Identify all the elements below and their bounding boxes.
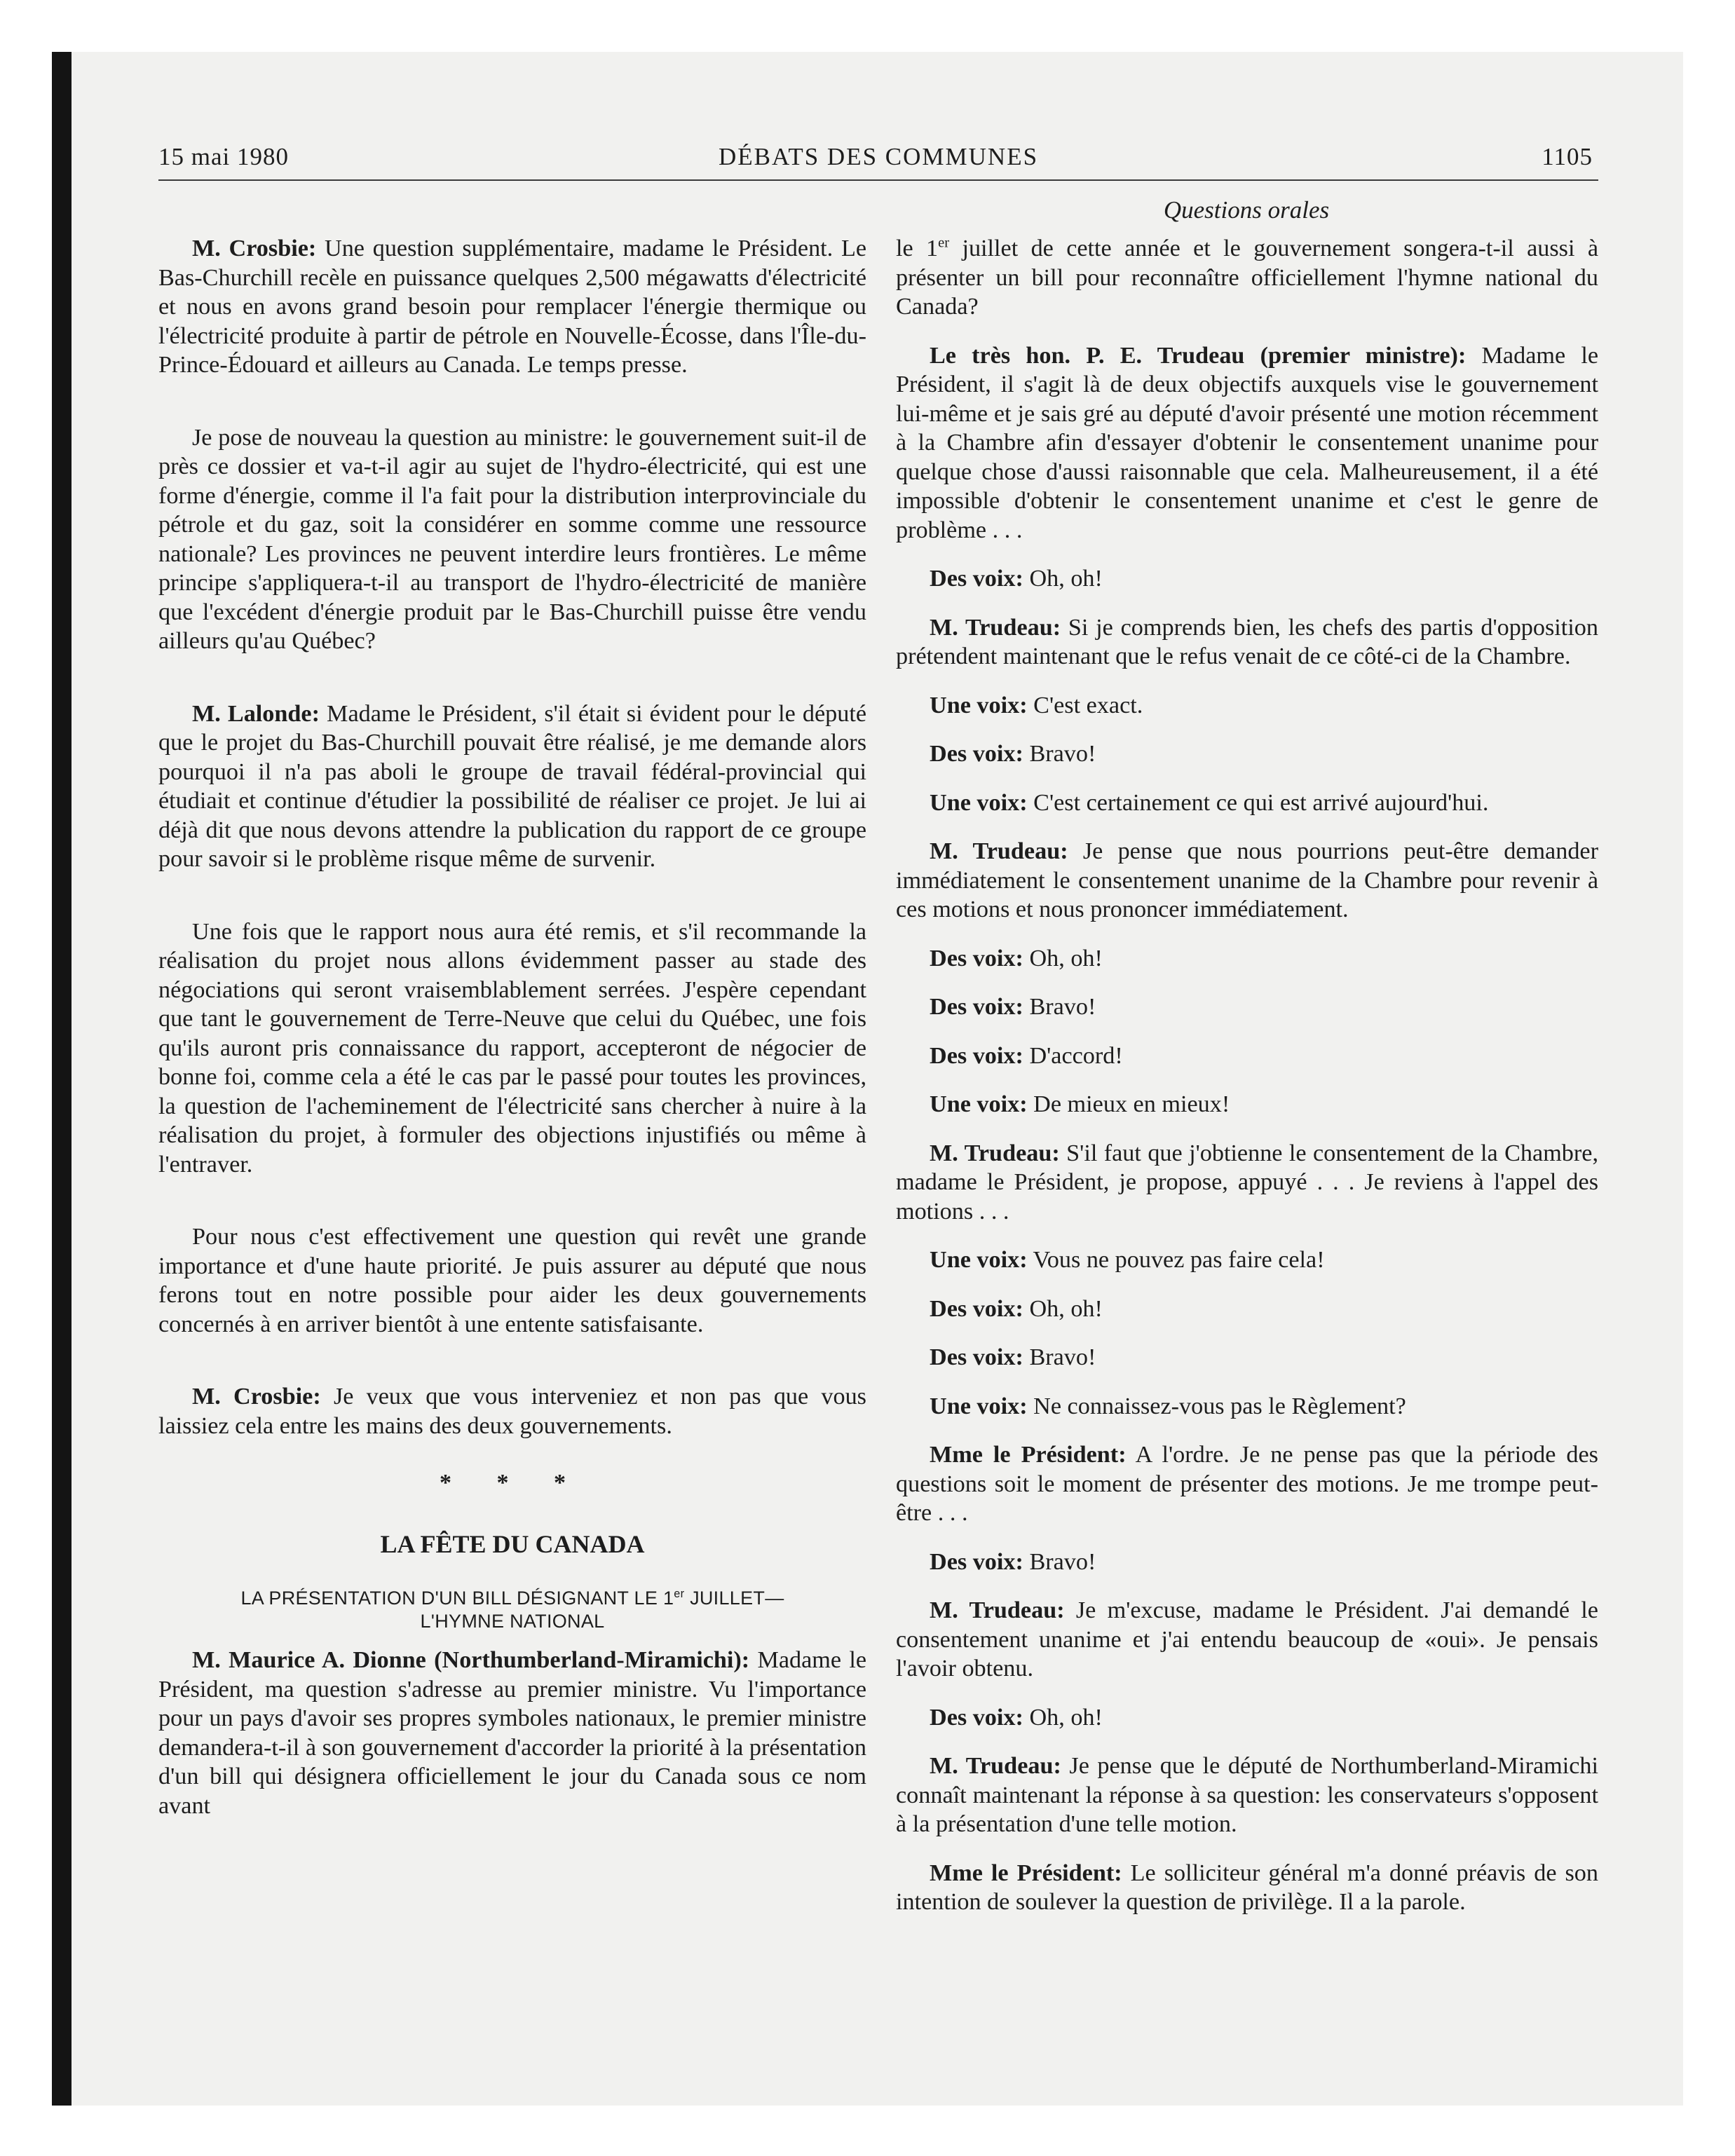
paragraph	[158, 234, 866, 380]
speaker: Des voix:	[930, 741, 1023, 767]
speech-text: D'accord!	[1023, 1042, 1123, 1069]
paragraph	[896, 564, 1598, 594]
paragraph	[896, 789, 1598, 818]
paragraph	[896, 1139, 1598, 1227]
paragraph	[896, 1343, 1598, 1372]
speech-text: C'est exact.	[1027, 692, 1143, 718]
speaker: Une voix:	[930, 789, 1028, 816]
right-column	[896, 234, 1598, 1917]
paragraph	[158, 1382, 866, 1440]
speaker: Mme le Président:	[930, 1442, 1127, 1468]
speech-text: Madame le Président, il s'agit là de deux objectifs auxquels vise le gouvernement lui-même et je sais gré au député d'avoir présenté une motion récemment à la Chambre afin d'essayer d'obtenir le consentement unanime pour quelque chose d'aussi raisonnable que cela. Malheureusement, il a été impossible d'obtenir le consentement unanime et c'est le genre de problème . . .	[896, 342, 1598, 543]
speech-text: Bravo!	[1023, 994, 1096, 1020]
speaker: M. Trudeau:	[930, 614, 1061, 641]
speaker: Des voix:	[930, 566, 1023, 592]
subheading-text: L'HYMNE NATIONAL	[420, 1611, 605, 1632]
speaker: Des voix:	[930, 994, 1023, 1020]
speech-text: C'est certainement ce qui est arrivé aujourd'hui.	[1027, 789, 1489, 816]
left-column	[158, 234, 866, 1820]
speaker: Des voix:	[930, 1548, 1023, 1575]
speech-text: Le solliciteur général m'a donné préavis de son intention de soulever la question de privilège. Il a la parole.	[896, 1860, 1598, 1915]
header-title: DÉBATS DES COMMUNES	[718, 143, 1039, 170]
speech-text: Oh, oh!	[1023, 566, 1103, 592]
paragraph	[896, 341, 1598, 545]
speech-text: Madame le Président, ma question s'adresse au premier ministre. Vu l'importance pour un pays d'avoir ses propres symboles nationaux, le premier ministre demandera-t-il à son gouvernement d'accorder la priorité à la présentation d'un bill qui désignera officiellement le jour du Canada sous ce nom avant	[158, 1647, 867, 1819]
paragraph	[896, 944, 1598, 974]
speaker: M. Crosbie:	[192, 1384, 321, 1410]
running-head: Questions orales	[1163, 196, 1330, 224]
page-header	[158, 143, 1598, 181]
paragraph	[896, 1246, 1598, 1275]
paragraph	[896, 1295, 1598, 1324]
speech-text: Ne connaissez-vous pas le Règlement?	[1027, 1393, 1406, 1419]
speech-text: juillet de cette année et le gouvernement songera-t-il aussi à présenter un bill pour reconnaître officiellement l'hymne national du Canada?	[896, 236, 1598, 320]
speaker: Une voix:	[930, 1091, 1028, 1117]
speaker: M. Maurice A. Dionne (Northumberland-Miramichi):	[192, 1647, 750, 1673]
speaker: Des voix:	[930, 945, 1023, 971]
speech-text: Je pense que nous pourrions peut-être demander immédiatement le consentement unanime de la Chambre pour revenir à ces motions et nous prononcer immédiatement.	[896, 838, 1598, 922]
paragraph	[896, 739, 1598, 769]
paragraph	[896, 837, 1598, 925]
speech-text: le 1	[896, 236, 939, 261]
paragraph	[896, 613, 1598, 671]
speaker: M. Lalonde:	[192, 700, 320, 727]
speaker: Des voix:	[930, 1704, 1023, 1731]
speaker: M. Trudeau:	[930, 1140, 1060, 1166]
paragraph	[896, 1440, 1598, 1528]
section-subheading	[158, 1587, 866, 1633]
speaker: M. Trudeau:	[930, 1753, 1061, 1779]
speech-text: Bravo!	[1023, 1548, 1096, 1575]
speech-text: Oh, oh!	[1023, 1295, 1103, 1322]
speech-text: S'il faut que j'obtienne le consentement de la Chambre, madame le Président, je propose, appuyé . . . Je reviens à l'appel des motions . . .	[896, 1140, 1598, 1224]
section-separator: * * *	[440, 1470, 585, 1496]
paragraph	[896, 992, 1598, 1022]
paragraph	[896, 1752, 1598, 1839]
speaker: M. Trudeau:	[930, 838, 1068, 864]
paragraph	[896, 1859, 1598, 1917]
paragraph	[896, 1392, 1598, 1421]
superscript: er	[674, 1588, 685, 1600]
header-date: 15 mai 1980	[158, 143, 289, 170]
subheading-text: JUILLET—	[684, 1588, 784, 1609]
speaker: Des voix:	[930, 1295, 1023, 1322]
speaker: M. Crosbie:	[192, 236, 317, 261]
speaker: Le très hon. P. E. Trudeau (premier ministre):	[930, 342, 1467, 369]
speech-text: Bravo!	[1023, 1344, 1096, 1370]
speech-text: Je m'excuse, madame le Président. J'ai demandé le consentement unanime et j'ai entendu beaucoup de «oui». Je pensais l'avoir obtenu.	[896, 1597, 1598, 1681]
paragraph	[896, 1548, 1598, 1577]
paragraph	[896, 1090, 1598, 1119]
speaker: Une voix:	[930, 692, 1028, 718]
speech-text: Je pense que le député de Northumberland-Miramichi connaît maintenant la réponse à sa question: les conservateurs s'opposent à la présentation d'une telle motion.	[896, 1753, 1598, 1837]
speaker: Mme le Président:	[930, 1860, 1122, 1886]
speech-text: Madame le Président, s'il était si évident pour le député que le projet du Bas-Churchill pouvait être réalisé, je me demande alors pourquoi il n'a pas aboli le groupe de travail fédéral-provincial qui étudiait et continue d'étudier la possibilité de réaliser ce projet. Je lui ai déjà dit que nous devons attendre la publication du rapport de ce groupe pour savoir si le problème risque même de survenir.	[158, 700, 866, 872]
speech-text: De mieux en mieux!	[1027, 1091, 1230, 1117]
speech-text: Vous ne pouvez pas faire cela!	[1027, 1247, 1325, 1273]
speech-text: Oh, oh!	[1023, 1704, 1103, 1731]
section-heading: LA FÊTE DU CANADA	[380, 1529, 645, 1558]
superscript: er	[938, 235, 950, 251]
speaker: Une voix:	[930, 1393, 1028, 1419]
speech-text: A l'ordre. Je ne pense pas que la période des questions soit le moment de présenter des motions. Je me trompe peut-être . . .	[896, 1442, 1598, 1526]
subheading-text: LA PRÉSENTATION D'UN BILL DÉSIGNANT LE 1	[240, 1588, 674, 1609]
paragraph: Pour nous c'est effectivement une question qui revêt une grande importance et d'une haute priorité. Je puis assurer au député que nous ferons tout en notre possible pour aider les deux gouvernements concernés à en arriver bientôt à une entente satisfaisante.	[158, 1224, 866, 1337]
speech-text: Oh, oh!	[1023, 945, 1103, 971]
paragraph: Une fois que le rapport nous aura été remis, et s'il recommande la réalisation du projet nous allons évidemment passer au stade des négociations qui seront vraisemblablement serrées. J'espère cependant que tant le gouvernement de Terre-Neuve que celui du Québec, une fois qu'ils auront pris connaissance du rapport, accepteront de négocier de bonne foi, comme cela a été le cas par le passé pour toutes les provinces, la question de l'acheminement de l'électricité sans chercher à nuire à la réalisation du projet, à formuler des objections injustifiés ou même à l'entraver.	[158, 918, 866, 1178]
speech-text: Je veux que vous interveniez et non pas que vous laissiez cela entre les mains des deux gouvernements.	[158, 1384, 866, 1439]
speech-text: Bravo!	[1023, 741, 1096, 767]
paragraph	[896, 1703, 1598, 1733]
speaker: Des voix:	[930, 1344, 1023, 1370]
speech-text: Une question supplémentaire, madame le Président. Le Bas-Churchill recèle en puissance quelques 2,500 mégawatts d'électricité et nous en avons grand besoin pour remplacer l'énergie thermique ou l'électricité produite à partir de pétrole en Nouvelle-Écosse, dans l'Île-du-Prince-Édouard et ailleurs au Canada. Le temps presse.	[158, 236, 867, 378]
speaker: M. Trudeau:	[930, 1597, 1065, 1623]
speech-text: Si je comprends bien, les chefs des partis d'opposition prétendent maintenant que le refus venait de ce côté-ci de la Chambre.	[896, 614, 1598, 669]
paragraph: Je pose de nouveau la question au ministre: le gouvernement suit-il de près ce dossier et va-t-il agir au sujet de l'hydro-électricité, qui est une forme d'énergie, comme il l'a fait pour la distribution interprovinciale du pétrole et du gaz, soit la considérer en somme comme une ressource nationale? Les provinces ne peuvent interdire leurs frontières. Le même principe s'appliquera-t-il au transport de l'hydro-électricité de manière que l'excédent d'énergie produit par le Bas-Churchill puisse être vendu ailleurs qu'au Québec?	[158, 424, 866, 654]
paragraph	[896, 1596, 1598, 1684]
paragraph	[896, 1042, 1598, 1071]
speaker: Une voix:	[930, 1247, 1028, 1273]
speaker: Des voix:	[930, 1042, 1023, 1069]
paragraph	[158, 700, 866, 874]
header-page-number: 1105	[1542, 143, 1593, 170]
paragraph	[158, 1646, 866, 1820]
paragraph	[896, 691, 1598, 721]
paragraph	[896, 234, 1598, 322]
